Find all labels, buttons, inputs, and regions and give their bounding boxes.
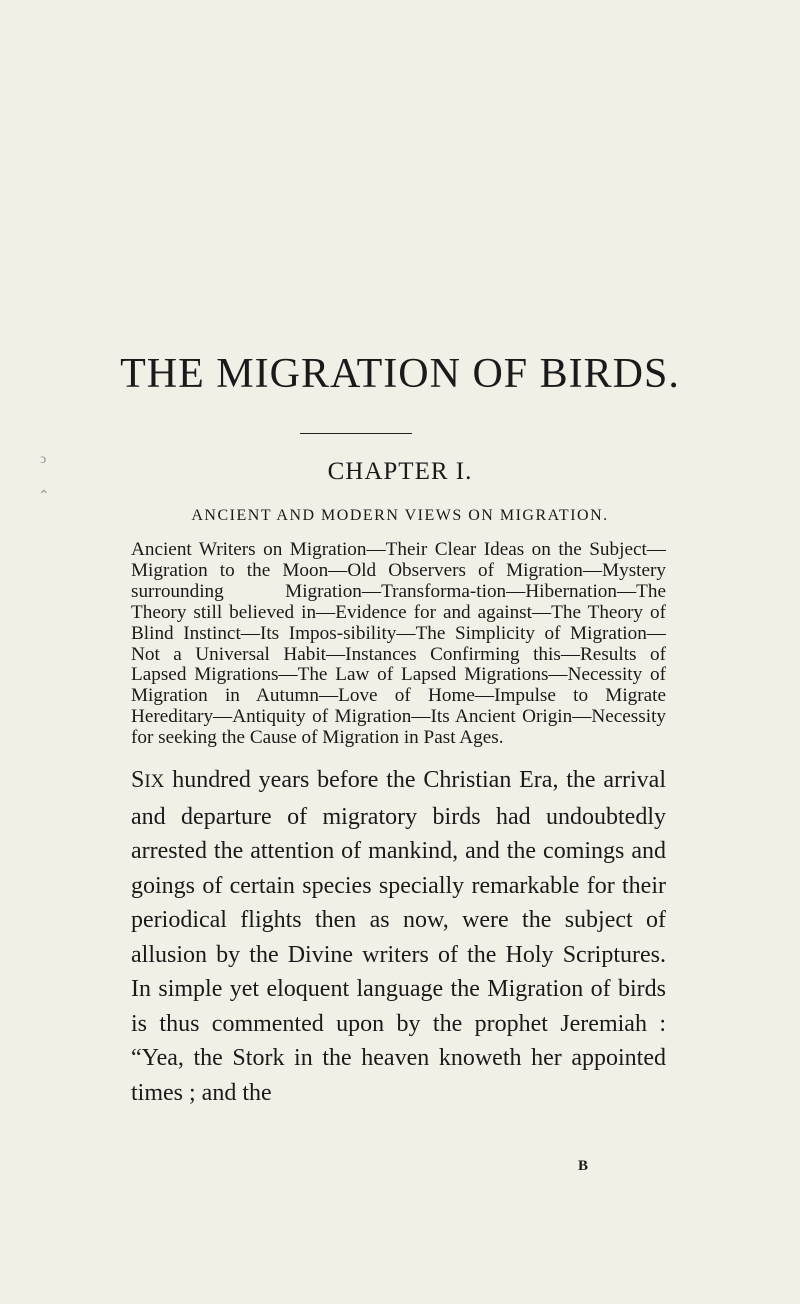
first-letter: S (131, 767, 145, 793)
chapter-heading: CHAPTER I. (327, 458, 473, 485)
body-text: hundred years before the Christian Era, the arrival and departure of migratory birds had undoubtedly arrested the attention of mankind, and the comings and goings of certain species specially remarkable for their periodical flights then as now, were the subject of allusion by the Divine writers of the Holy Scriptures. In simple yet eloquent language the Migration of birds is thus commented upon by the prophet Jeremiah : “Yea, the Stork in the heaven knoweth her appointed times ; and the (131, 767, 666, 1106)
margin-mark: ⌃ (38, 489, 50, 504)
book-title: THE MIGRATION OF BIRDS. (120, 351, 680, 397)
first-word (131, 767, 164, 793)
body-paragraph (131, 763, 666, 1110)
margin-mark: ↄ (40, 452, 47, 467)
chapter-subtitle: ANCIENT AND MODERN VIEWS ON MIGRATION. (191, 507, 609, 524)
title-divider (300, 433, 412, 434)
signature-mark: B (578, 1158, 589, 1174)
chapter-synopsis: Ancient Writers on Migration—Their Clear Ideas on the Subject—Migration to the Moon—Old Observers of Migration—Mystery surrounding Migration—Transforma-tion—Hibernation—The Theory still believed in—Evidence for and against—The Theory of Blind Instinct—Its Impos-sibility—The Simplicity of Migration—Not a Universal Habit—Instances Confirming this—Results of Lapsed Migrations—The Law of Lapsed Migrations—Necessity of Migration in Autumn—Love of Home—Impulse to Migrate Hereditary—Antiquity of Migration—Its Ancient Origin—Necessity for seeking the Cause of Migration in Past Ages. (131, 539, 666, 749)
first-word-small-caps: IX (144, 771, 165, 792)
